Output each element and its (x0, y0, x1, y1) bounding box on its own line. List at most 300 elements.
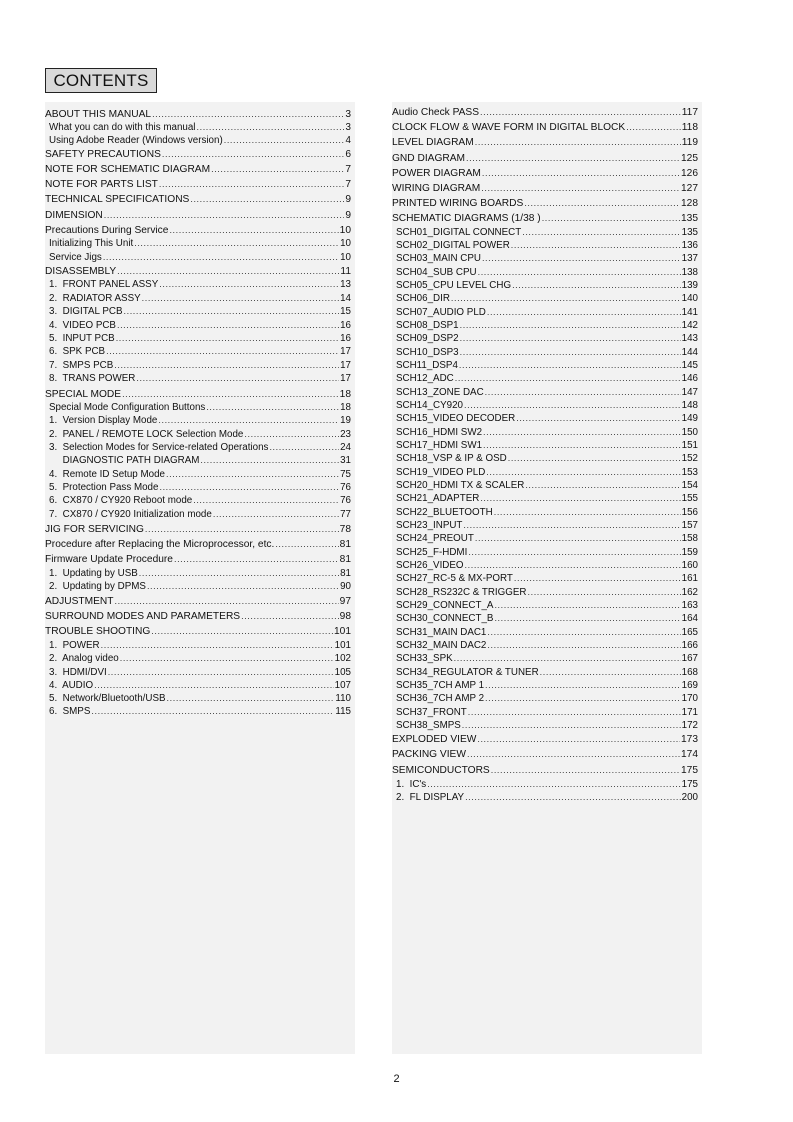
toc-entry[interactable] (392, 197, 698, 210)
toc-entry[interactable] (392, 506, 698, 519)
toc-entry-page: 14 (340, 293, 351, 304)
toc-entry-label: SCH14_CY920 (396, 400, 463, 411)
toc-entry[interactable] (45, 251, 351, 264)
toc-entry[interactable] (392, 239, 698, 252)
toc-entry-page: 156 (681, 507, 698, 518)
toc-entry[interactable] (45, 278, 351, 291)
toc-leader-dots (482, 167, 680, 178)
toc-entry[interactable] (392, 791, 698, 804)
toc-leader-dots (147, 580, 339, 591)
toc-leader-dots (508, 452, 681, 463)
toc-leader-dots (190, 193, 344, 204)
toc-leader-dots (152, 108, 344, 119)
toc-entry-label: Initializing This Unit (49, 238, 134, 249)
toc-entry[interactable] (45, 209, 351, 222)
contents-title: CONTENTS (45, 68, 157, 93)
toc-leader-dots (465, 791, 681, 802)
toc-entry[interactable] (392, 572, 698, 585)
toc-entry-page: 152 (681, 453, 698, 464)
toc-entry-label: SCH16_HDMI SW2 (396, 427, 483, 438)
toc-entry-page: 97 (339, 596, 351, 607)
toc-leader-dots (104, 209, 345, 220)
toc-entry-page: 200 (681, 792, 698, 803)
toc-entry-page: 146 (681, 373, 698, 384)
toc-entry[interactable] (45, 481, 351, 494)
toc-entry-label: SCH25_F-HDMI (396, 547, 468, 558)
toc-entry[interactable] (45, 468, 351, 481)
toc-entry-label: Precautions During Service (45, 225, 169, 236)
toc-entry[interactable] (392, 652, 698, 665)
toc-entry[interactable] (45, 237, 351, 250)
toc-entry[interactable] (45, 345, 351, 358)
toc-entry-label: SCH22_BLUETOOTH (396, 507, 493, 518)
toc-entry[interactable] (45, 705, 351, 718)
toc-entry-page: 77 (340, 509, 351, 520)
toc-entry-label: ABOUT THIS MANUAL (45, 109, 152, 120)
toc-entry-label: Special Mode Configuration Buttons (49, 402, 206, 413)
toc-leader-dots (162, 148, 344, 159)
toc-entry-page: 142 (681, 320, 698, 331)
toc-leader-dots (475, 136, 681, 147)
toc-entry-label: JIG FOR SERVICING (45, 524, 144, 535)
toc-entry[interactable] (45, 652, 351, 665)
toc-leader-dots (485, 679, 681, 690)
toc-leader-dots (459, 359, 681, 370)
toc-entry-label: SCH13_ZONE DAC (396, 387, 484, 398)
toc-entry-label: SCH12_ADC (396, 373, 454, 384)
toc-entry[interactable] (45, 523, 351, 536)
toc-entry-page: 9 (345, 210, 351, 221)
toc-entry[interactable] (392, 719, 698, 732)
toc-entry-page: 81 (340, 568, 351, 579)
toc-entry-label: SCH18_VSP & IP & OSD (396, 453, 507, 464)
toc-entry-page: 162 (681, 587, 698, 598)
toc-entry-page: 166 (681, 640, 698, 651)
toc-entry[interactable] (45, 494, 351, 507)
toc-entry-label: Service Jigs (49, 252, 102, 263)
toc-leader-dots (478, 266, 681, 277)
toc-leader-dots (485, 386, 681, 397)
toc-leader-dots (145, 523, 339, 534)
toc-entry-page: 164 (681, 613, 698, 624)
toc-entry[interactable] (45, 372, 351, 385)
toc-leader-dots (241, 610, 339, 621)
toc-entry-label: SPECIAL MODE (45, 389, 122, 400)
toc-entry-page: 10 (339, 225, 351, 236)
toc-entry[interactable] (45, 134, 351, 147)
toc-entry-page: 3 (345, 122, 351, 133)
toc-entry-label: SCH07_AUDIO PLD (396, 307, 486, 318)
toc-right-column (392, 102, 702, 1054)
toc-entry-page: 24 (340, 442, 351, 453)
toc-entry[interactable] (45, 639, 351, 652)
toc-entry-page: 17 (340, 373, 351, 384)
toc-entry[interactable] (392, 679, 698, 692)
toc-entry[interactable] (392, 492, 698, 505)
toc-entry-page: 159 (681, 547, 698, 558)
toc-entry[interactable] (45, 359, 351, 372)
toc-leader-dots (101, 639, 334, 650)
toc-entry-page: 31 (340, 455, 351, 466)
toc-entry[interactable] (392, 252, 698, 265)
toc-entry[interactable] (45, 595, 351, 608)
toc-entry-page: 15 (340, 306, 351, 317)
toc-entry-page: 78 (339, 524, 351, 535)
toc-entry[interactable] (392, 266, 698, 279)
toc-entry-label: SCH29_CONNECT_A (396, 600, 494, 611)
toc-entry-label: POWER DIAGRAM (392, 168, 481, 179)
toc-leader-dots (275, 538, 338, 549)
toc-entry-page: 157 (681, 520, 698, 531)
toc-leader-dots (483, 439, 681, 450)
toc-entry[interactable] (392, 546, 698, 559)
toc-entry-label: SCH04_SUB CPU (396, 267, 477, 278)
toc-entry-label: SCH09_DSP2 (396, 333, 459, 344)
toc-entry-page: 163 (681, 600, 698, 611)
toc-leader-dots (142, 292, 339, 303)
toc-entry-label: SCH17_HDMI SW1 (396, 440, 483, 451)
toc-entry-label: SCH03_MAIN CPU (396, 253, 481, 264)
toc-entry[interactable] (392, 182, 698, 195)
toc-leader-dots (108, 666, 334, 677)
toc-entry-label: 5. INPUT PCB (49, 333, 115, 344)
toc-entry[interactable] (392, 586, 698, 599)
toc-leader-dots (540, 666, 681, 677)
toc-entry-page: 148 (681, 400, 698, 411)
toc-entry-page: 81 (339, 539, 351, 550)
toc-entry[interactable] (45, 567, 351, 580)
toc-entry-page: 3 (345, 109, 351, 120)
toc-entry[interactable] (392, 292, 698, 305)
toc-entry[interactable] (392, 306, 698, 319)
toc-leader-dots (480, 492, 680, 503)
toc-entry[interactable] (45, 553, 351, 566)
toc-entry[interactable] (45, 388, 351, 401)
toc-entry[interactable] (45, 508, 351, 521)
toc-entry-label: 1. IC's (396, 779, 427, 790)
toc-entry-page: 119 (681, 137, 698, 148)
toc-entry-page: 11 (340, 266, 351, 277)
toc-entry[interactable] (45, 292, 351, 305)
toc-leader-dots (480, 106, 681, 117)
toc-leader-dots (159, 481, 339, 492)
toc-entry-label: 7. CX870 / CY920 Initialization mode (49, 509, 212, 520)
toc-entry-label: 4. Remote ID Setup Mode (49, 469, 165, 480)
toc-entry-page: 140 (681, 293, 698, 304)
toc-entry[interactable] (45, 193, 351, 206)
toc-entry-label: SAFETY PRECAUTIONS (45, 149, 161, 160)
toc-entry[interactable] (392, 519, 698, 532)
toc-leader-dots (174, 553, 339, 564)
toc-leader-dots (200, 454, 339, 465)
toc-entry-label: SCH15_VIDEO DECODER (396, 413, 516, 424)
toc-entry-label: 2. Analog video (49, 653, 119, 664)
toc-entry[interactable] (45, 625, 351, 638)
toc-entry-label: GND DIAGRAM (392, 153, 466, 164)
toc-entry-page: 18 (339, 389, 351, 400)
toc-leader-dots (512, 279, 681, 290)
toc-entry-page: 138 (681, 267, 698, 278)
toc-leader-dots (117, 319, 339, 330)
toc-entry[interactable] (392, 626, 698, 639)
toc-entry-label: 4. AUDIO (49, 680, 94, 691)
toc-entry-label: TROUBLE SHOOTING (45, 626, 151, 637)
toc-entry[interactable] (392, 319, 698, 332)
toc-leader-dots (626, 121, 681, 132)
toc-leader-dots (494, 599, 680, 610)
toc-entry-label: SCH32_MAIN DAC2 (396, 640, 487, 651)
toc-entry[interactable] (392, 532, 698, 545)
toc-entry[interactable] (392, 639, 698, 652)
toc-entry-label: NOTE FOR PARTS LIST (45, 179, 158, 190)
toc-entry-label: 6. CX870 / CY920 Reboot mode (49, 495, 193, 506)
toc-entry-label: SCH28_RS232C & TRIGGER (396, 587, 527, 598)
toc-entry-page: 17 (340, 346, 351, 357)
toc-entry[interactable] (392, 412, 698, 425)
toc-entry[interactable] (45, 454, 351, 467)
toc-entry-label: 2. Updating by DPMS (49, 581, 146, 592)
toc-entry-label: DISASSEMBLY (45, 266, 117, 277)
toc-leader-dots (482, 252, 681, 263)
toc-entry-label: SCH01_DIGITAL CONNECT (396, 227, 522, 238)
toc-entry[interactable] (392, 372, 698, 385)
toc-entry-page: 135 (681, 227, 698, 238)
toc-entry[interactable] (45, 121, 351, 134)
toc-entry[interactable] (392, 106, 698, 119)
toc-entry-label: Using Adobe Reader (Windows version) (49, 135, 223, 146)
toc-leader-dots (491, 764, 680, 775)
toc-entry[interactable] (392, 359, 698, 372)
toc-entry[interactable] (392, 666, 698, 679)
toc-entry-label: SCH33_SPK (396, 653, 453, 664)
toc-entry-label: SCH10_DSP3 (396, 347, 459, 358)
toc-entry[interactable] (45, 108, 351, 121)
toc-entry-page: 155 (681, 493, 698, 504)
toc-leader-dots (525, 479, 680, 490)
toc-entry-page: 7 (345, 179, 351, 190)
toc-entry-page: 118 (681, 122, 698, 133)
toc-entry[interactable] (392, 386, 698, 399)
toc-entry[interactable] (392, 692, 698, 705)
toc-entry-page: 117 (681, 107, 698, 118)
toc-entry[interactable] (392, 479, 698, 492)
toc-entry[interactable] (392, 167, 698, 180)
toc-entry[interactable] (45, 265, 351, 278)
toc-entry[interactable] (45, 224, 351, 237)
toc-entry[interactable] (45, 148, 351, 161)
toc-entry-label: SCH27_RC-5 & MX-PORT (396, 573, 513, 584)
toc-entry[interactable] (392, 332, 698, 345)
toc-entry-page: 137 (681, 253, 698, 264)
toc-entry[interactable] (45, 332, 351, 345)
toc-leader-dots (542, 212, 680, 223)
toc-leader-dots (465, 559, 681, 570)
toc-entry[interactable] (392, 439, 698, 452)
toc-entry-page: 16 (340, 333, 351, 344)
toc-entry-page: 125 (681, 153, 698, 164)
toc-leader-dots (136, 372, 339, 383)
toc-entry-label: SCH05_CPU LEVEL CHG (396, 280, 512, 291)
toc-entry[interactable] (392, 452, 698, 465)
toc-entry-label: SCH24_PREOUT (396, 533, 474, 544)
toc-leader-dots (451, 292, 681, 303)
toc-entry[interactable] (45, 580, 351, 593)
toc-leader-dots (134, 237, 339, 248)
toc-entry-page: 81 (339, 554, 351, 565)
toc-entry[interactable] (45, 666, 351, 679)
toc-leader-dots (463, 519, 680, 530)
toc-leader-dots (485, 692, 681, 703)
toc-leader-dots (224, 134, 345, 145)
toc-leader-dots (213, 508, 339, 519)
toc-entry[interactable] (45, 178, 351, 191)
toc-entry-label: EXPLODED VIEW (392, 734, 477, 745)
toc-entry-page: 174 (681, 749, 698, 760)
page-number: 2 (393, 1073, 400, 1085)
toc-entry-label: SCH11_DSP4 (396, 360, 458, 371)
toc-entry-label: 2. RADIATOR ASSY (49, 293, 141, 304)
toc-entry-page: 18 (340, 402, 351, 413)
toc-entry-page: 143 (681, 333, 698, 344)
toc-entry[interactable] (392, 426, 698, 439)
toc-left-column (45, 102, 355, 1054)
toc-entry-label: PACKING VIEW (392, 749, 466, 760)
toc-entry-page: 101 (334, 640, 351, 651)
toc-leader-dots (524, 197, 680, 208)
toc-leader-dots (494, 612, 680, 623)
toc-entry-page: 23 (340, 429, 351, 440)
toc-entry-page: 151 (681, 440, 698, 451)
toc-entry[interactable] (392, 764, 698, 777)
toc-entry[interactable] (392, 279, 698, 292)
toc-entry-label: Procedure after Replacing the Microprocessor, etc. (45, 539, 275, 550)
toc-entry[interactable] (45, 538, 351, 551)
toc-entry-page: 172 (681, 720, 698, 731)
toc-leader-dots (460, 346, 681, 357)
toc-entry-page: 153 (681, 467, 698, 478)
toc-entry-page: 161 (681, 573, 698, 584)
toc-entry[interactable] (45, 428, 351, 441)
toc-leader-dots (269, 441, 339, 452)
toc-entry-page: 76 (340, 482, 351, 493)
toc-entry[interactable] (45, 163, 351, 176)
toc-entry-label: ADJUSTMENT (45, 596, 114, 607)
toc-entry-label: SCH23_INPUT (396, 520, 463, 531)
toc-leader-dots (197, 121, 345, 132)
toc-entry[interactable] (392, 612, 698, 625)
toc-entry[interactable] (392, 733, 698, 746)
toc-entry-page: 175 (681, 765, 698, 776)
toc-entry-label: 1. Updating by USB (49, 568, 138, 579)
toc-leader-dots (516, 412, 680, 423)
toc-entry[interactable] (45, 401, 351, 414)
toc-entry[interactable] (45, 319, 351, 332)
toc-entry-page: 173 (681, 734, 698, 745)
toc-leader-dots (120, 652, 334, 663)
toc-entry-page: 147 (681, 387, 698, 398)
toc-entry-label: SCH38_SMPS (396, 720, 461, 731)
toc-entry-page: 160 (681, 560, 698, 571)
toc-entry[interactable] (45, 679, 351, 692)
toc-entry[interactable] (392, 706, 698, 719)
toc-leader-dots (158, 414, 339, 425)
toc-entry[interactable] (45, 610, 351, 623)
toc-entry-label: 2. PANEL / REMOTE LOCK Selection Mode (49, 429, 244, 440)
toc-leader-dots (124, 305, 340, 316)
toc-leader-dots (206, 401, 339, 412)
toc-entry[interactable] (392, 346, 698, 359)
toc-entry[interactable] (392, 559, 698, 572)
toc-entry[interactable] (392, 399, 698, 412)
toc-entry-page: 98 (339, 611, 351, 622)
toc-entry[interactable] (45, 441, 351, 454)
toc-entry-label: 5. Network/Bluetooth/USB (49, 693, 166, 704)
toc-entry-label: 3. DIGITAL PCB (49, 306, 123, 317)
toc-entry[interactable] (392, 212, 698, 225)
toc-leader-dots (116, 332, 339, 343)
toc-leader-dots (122, 388, 339, 399)
toc-entry-label: SCH36_7CH AMP 2 (396, 693, 485, 704)
toc-entry-page: 16 (340, 320, 351, 331)
toc-leader-dots (114, 359, 339, 370)
toc-leader-dots (494, 506, 681, 517)
toc-entry-page: 90 (340, 581, 351, 592)
toc-entry[interactable] (392, 121, 698, 134)
toc-entry-page: 136 (681, 240, 698, 251)
toc-leader-dots (460, 332, 681, 343)
toc-entry-page: 145 (681, 360, 698, 371)
toc-leader-dots (106, 345, 339, 356)
toc-entry-label: SEMICONDUCTORS (392, 765, 490, 776)
toc-entry-label: Audio Check PASS (392, 107, 480, 118)
toc-entry[interactable] (392, 748, 698, 761)
toc-entry[interactable] (392, 778, 698, 791)
toc-entry-page: 127 (681, 183, 698, 194)
toc-entry-page: 167 (681, 653, 698, 664)
toc-entry-label: SCH19_VIDEO PLD (396, 467, 486, 478)
toc-entry[interactable] (392, 136, 698, 149)
toc-entry-page: 165 (681, 627, 698, 638)
toc-leader-dots (487, 639, 680, 650)
toc-entry[interactable] (392, 599, 698, 612)
toc-entry-page: 107 (334, 680, 351, 691)
toc-entry-label: SCH26_VIDEO (396, 560, 464, 571)
toc-leader-dots (151, 625, 333, 636)
toc-entry[interactable] (392, 466, 698, 479)
toc-entry-page: 128 (681, 198, 698, 209)
toc-entry-page: 170 (681, 693, 698, 704)
toc-entry-page: 168 (681, 667, 698, 678)
toc-entry[interactable] (392, 152, 698, 165)
toc-entry[interactable] (45, 692, 351, 705)
toc-entry-label: PRINTED WIRING BOARDS (392, 198, 524, 209)
toc-entry-label: SCH06_DIR (396, 293, 450, 304)
toc-leader-dots (166, 468, 339, 479)
toc-entry-label: DIAGNOSTIC PATH DIAGRAM (49, 455, 200, 466)
toc-entry[interactable] (392, 226, 698, 239)
toc-entry-label: SCH34_REGULATOR & TUNER (396, 667, 539, 678)
toc-entry[interactable] (45, 414, 351, 427)
toc-entry[interactable] (45, 305, 351, 318)
toc-leader-dots (427, 778, 680, 789)
toc-leader-dots (522, 226, 680, 237)
toc-leader-dots (91, 705, 334, 716)
toc-leader-dots (117, 265, 339, 276)
toc-leader-dots (464, 399, 681, 410)
toc-entry-label: SCH02_DIGITAL POWER (396, 240, 510, 251)
toc-entry-label: CLOCK FLOW & WAVE FORM IN DIGITAL BLOCK (392, 122, 626, 133)
toc-entry-page: 10 (340, 252, 351, 263)
